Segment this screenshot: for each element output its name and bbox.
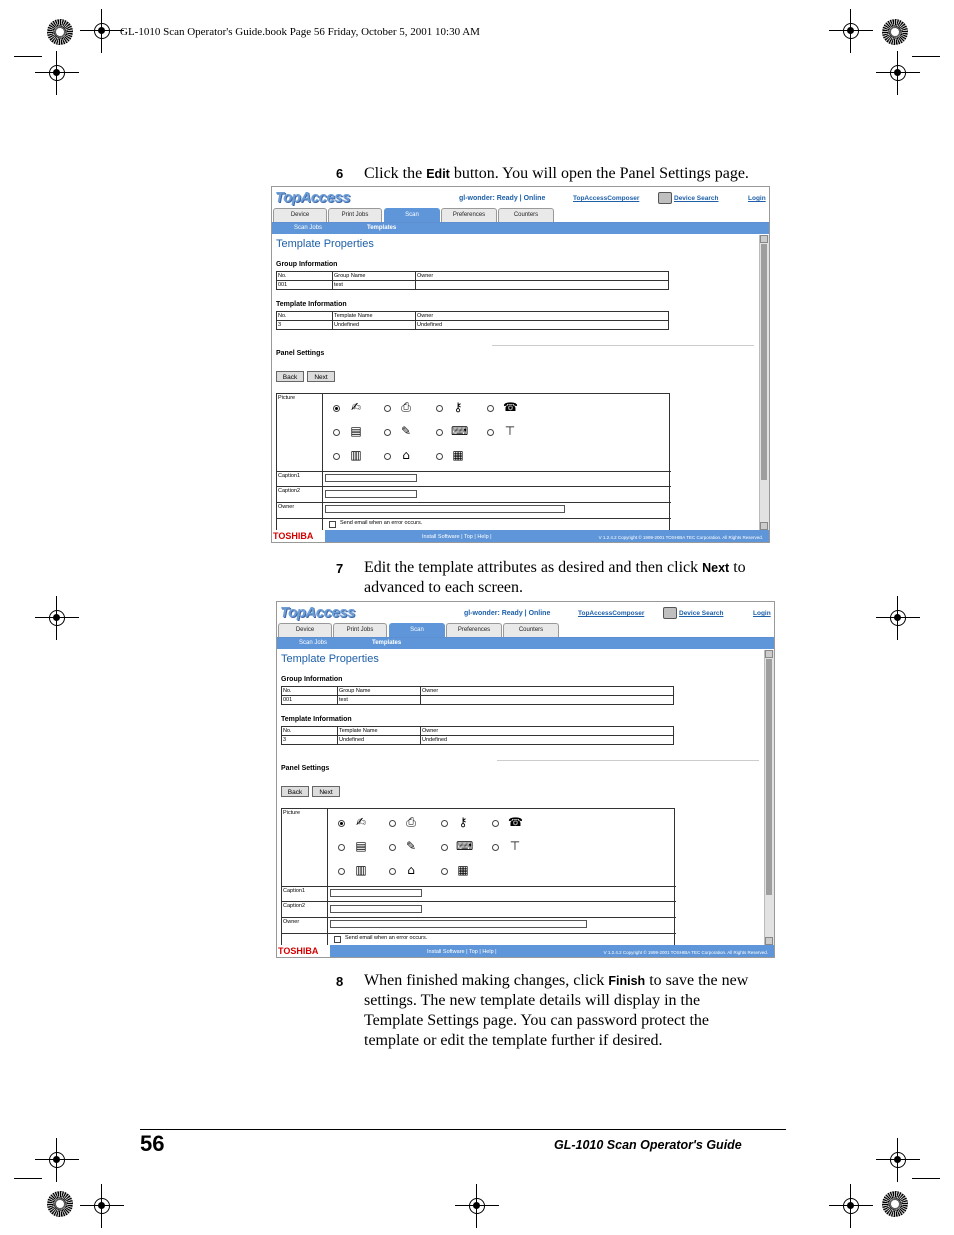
panel-settings-heading: Panel Settings <box>281 765 330 772</box>
table-cell: Group Name <box>333 272 416 281</box>
owner-input[interactable] <box>325 505 565 513</box>
picture-radio[interactable] <box>487 405 494 412</box>
picture-radio[interactable] <box>384 453 391 460</box>
footer-bar <box>277 945 774 957</box>
step-text-part: button. You will open the Panel Settings page. <box>449 165 749 182</box>
keys-icon: ⚷ <box>458 815 468 829</box>
table-cell: 001 <box>277 281 333 290</box>
scanner-icon: ✍ <box>350 400 362 414</box>
scroll-up-arrow[interactable] <box>760 235 768 243</box>
house-icon: ⌂ <box>407 863 415 877</box>
topaccess-logo: TopAccess <box>275 189 350 206</box>
crosshair-mark <box>829 9 873 53</box>
caption2-input[interactable] <box>330 905 422 913</box>
crosshair-mark <box>876 51 920 95</box>
step-text-part: When finished making changes, click <box>364 972 609 989</box>
document-icon: ▤ <box>350 424 362 438</box>
table-cell: test <box>338 696 421 705</box>
table-cell: Undefined <box>416 321 669 330</box>
topaccess-screenshot <box>271 186 770 543</box>
footer-copyright: V 1.2.4.2 Copyright © 1999-2001 TOSHIBA TEC Corporation. All Rights Reserved. <box>598 535 763 540</box>
picture-radio[interactable] <box>436 405 443 412</box>
crosshair-mark <box>829 1184 873 1228</box>
divider <box>277 486 671 487</box>
content-area <box>272 235 760 530</box>
table-cell: No. <box>282 727 338 736</box>
step-number: 7 <box>336 561 344 576</box>
send-email-checkbox[interactable] <box>329 521 336 528</box>
content-area <box>277 650 765 945</box>
device-status: gl-wonder: Ready | Online <box>464 610 551 617</box>
scroll-down-arrow[interactable] <box>765 937 773 945</box>
vertical-scrollbar[interactable] <box>764 650 774 945</box>
table-cell: Template Name <box>338 727 421 736</box>
step-text-part: template or edit the template further if desired. <box>364 1032 663 1049</box>
tab-print-jobs[interactable]: Print Jobs <box>333 623 387 637</box>
device-search-icon <box>658 192 672 204</box>
next-button[interactable]: Next <box>312 786 340 797</box>
crosshair-mark <box>35 51 79 95</box>
table-cell: 3 <box>277 321 333 330</box>
tab-counters[interactable]: Counters <box>498 208 554 222</box>
printer-icon: ⎙ <box>406 815 416 829</box>
panel-settings-table <box>281 808 675 948</box>
group-info-heading: Group Information <box>281 676 343 683</box>
table-cell: Owner <box>421 727 674 736</box>
caption1-input[interactable] <box>325 474 417 482</box>
send-email-checkbox[interactable] <box>334 936 341 943</box>
picture-label: Picture <box>278 395 296 401</box>
step-number: 8 <box>336 974 344 989</box>
trim-line <box>14 1178 42 1179</box>
subtab-scan-jobs[interactable]: Scan Jobs <box>294 225 323 231</box>
send-email-label: Send email when an error occurs. <box>340 520 423 526</box>
picture-radio[interactable] <box>492 844 499 851</box>
table-cell <box>416 281 669 290</box>
picture-radio[interactable] <box>389 820 396 827</box>
book-info-line: GL-1010 Scan Operator's Guide.book Page 56 Friday, October 5, 2001 10:30 AM <box>120 26 480 38</box>
template-info-heading: Template Information <box>276 301 347 308</box>
picture-radio[interactable] <box>389 844 396 851</box>
picture-radio[interactable] <box>441 820 448 827</box>
copier-icon: ▦ <box>457 863 469 877</box>
table-cell: test <box>333 281 416 290</box>
picture-radio[interactable] <box>492 820 499 827</box>
sub-tab-bar <box>277 638 774 649</box>
table-cell: Owner <box>416 312 669 321</box>
tab-device[interactable]: Device <box>273 208 327 222</box>
divider <box>282 917 676 918</box>
books-icon: ▥ <box>355 863 367 877</box>
picture-radio[interactable] <box>333 405 340 412</box>
guide-title: GL-1010 Scan Operator's Guide <box>554 1138 742 1152</box>
tab-preferences[interactable]: Preferences <box>441 208 497 222</box>
step-number: 6 <box>336 166 344 181</box>
divider <box>282 886 676 887</box>
topaccess-composer-link[interactable]: TopAccessComposer <box>573 195 640 202</box>
document-icon: ▤ <box>355 839 367 853</box>
toshiba-logo: TOSHIBA <box>277 945 330 957</box>
divider <box>277 518 671 519</box>
tab-scan[interactable]: Scan <box>384 208 440 222</box>
crosshair-mark <box>876 1138 920 1182</box>
device-search-link[interactable]: Device Search <box>679 610 724 617</box>
scroll-down-arrow[interactable] <box>760 522 768 530</box>
topaccess-logo: TopAccess <box>280 604 355 621</box>
crosshair-mark <box>35 596 79 640</box>
vertical-scrollbar[interactable] <box>759 235 769 530</box>
topaccess-screenshot <box>276 601 775 958</box>
tab-device[interactable]: Device <box>278 623 332 637</box>
pin-icon: ⊤ <box>504 424 516 438</box>
group-info-heading: Group Information <box>276 261 338 268</box>
tab-print-jobs[interactable]: Print Jobs <box>328 208 382 222</box>
picture-radio[interactable] <box>384 429 391 436</box>
picture-radio[interactable] <box>441 844 448 851</box>
back-button[interactable]: Back <box>276 371 304 382</box>
registration-sun-mark <box>47 19 73 45</box>
template-info-table <box>281 726 674 745</box>
printer-icon: ⎙ <box>401 400 411 414</box>
step-text-part: Template Settings page. You can password protect the <box>364 1012 710 1029</box>
device-search-link[interactable]: Device Search <box>674 195 719 202</box>
tools-icon: ✎ <box>405 839 417 853</box>
fax-icon: ☎ <box>508 815 523 829</box>
crosshair-mark <box>35 1138 79 1182</box>
footer-links[interactable]: Install Software | Top | Help | <box>427 949 497 955</box>
picture-radio[interactable] <box>441 868 448 875</box>
picture-radio[interactable] <box>384 405 391 412</box>
step-text-part: settings. The new template details will display in the <box>364 992 701 1009</box>
table-cell: No. <box>277 272 333 281</box>
crosshair-mark <box>80 1184 124 1228</box>
crosshair-mark <box>80 9 124 53</box>
panel-settings-table <box>276 393 670 533</box>
picture-radio[interactable] <box>338 868 345 875</box>
keys-icon: ⚷ <box>453 400 463 414</box>
tab-preferences[interactable]: Preferences <box>446 623 502 637</box>
footer-links[interactable]: Install Software | Top | Help | <box>422 534 492 540</box>
table-cell: Undefined <box>338 736 421 745</box>
subtab-templates[interactable]: Templates <box>367 225 397 231</box>
house-icon: ⌂ <box>402 448 410 462</box>
divider <box>282 933 676 934</box>
ui-term: Next <box>702 561 730 575</box>
picture-radio[interactable] <box>338 844 345 851</box>
divider <box>327 809 328 949</box>
toshiba-logo: TOSHIBA <box>272 530 325 542</box>
books-icon: ▥ <box>350 448 362 462</box>
divider <box>497 760 759 761</box>
step-text-part: to <box>729 559 746 576</box>
scroll-up-arrow[interactable] <box>765 650 773 658</box>
group-info-table <box>281 686 674 705</box>
step-text-part: advanced to each screen. <box>364 579 524 596</box>
picture-radio[interactable] <box>333 429 340 436</box>
tab-bar <box>277 623 774 638</box>
page-number: 56 <box>140 1131 165 1156</box>
tab-scan[interactable]: Scan <box>389 623 445 637</box>
scroll-thumb[interactable] <box>766 659 772 895</box>
divider <box>282 901 676 902</box>
template-info-table <box>276 311 669 330</box>
copier-icon: ▦ <box>452 448 464 462</box>
crosshair-mark <box>455 1184 499 1228</box>
trim-line <box>912 56 940 57</box>
table-cell: Template Name <box>333 312 416 321</box>
footer-copyright: V 1.2.4.2 Copyright © 1999-2001 TOSHIBA TEC Corporation. All Rights Reserved. <box>603 950 768 955</box>
page-title: Template Properties <box>276 238 374 250</box>
picture-radio[interactable] <box>487 429 494 436</box>
caption1-label: Caption1 <box>283 888 306 894</box>
picture-label: Picture <box>283 810 301 816</box>
divider <box>277 502 671 503</box>
scanner-icon: ✍ <box>355 815 367 829</box>
step-text-part: Click the <box>364 165 427 182</box>
footer-bar <box>272 530 769 542</box>
subtab-templates[interactable]: Templates <box>372 640 402 646</box>
picture-radio[interactable] <box>436 429 443 436</box>
page-title: Template Properties <box>281 653 379 665</box>
picture-radio[interactable] <box>333 453 340 460</box>
picture-radio[interactable] <box>389 868 396 875</box>
step-text <box>364 971 794 1051</box>
table-cell: Owner <box>421 687 674 696</box>
trim-line <box>14 56 42 57</box>
panel-settings-heading: Panel Settings <box>276 350 325 357</box>
topaccess-composer-link[interactable]: TopAccessComposer <box>578 610 645 617</box>
divider <box>492 345 754 346</box>
registration-sun-mark <box>882 1191 908 1217</box>
table-cell: Group Name <box>338 687 421 696</box>
login-link[interactable]: Login <box>748 195 766 202</box>
caption2-label: Caption2 <box>283 903 306 909</box>
caption1-label: Caption1 <box>278 473 301 479</box>
caption2-input[interactable] <box>325 490 417 498</box>
step-text-part: Edit the template attributes as desired and then click <box>364 559 703 576</box>
picture-radio[interactable] <box>436 453 443 460</box>
caption1-input[interactable] <box>330 889 422 897</box>
device-status: gl-wonder: Ready | Online <box>459 195 546 202</box>
caption2-label: Caption2 <box>278 488 301 494</box>
pin-icon: ⊤ <box>509 839 521 853</box>
step-text <box>364 558 794 598</box>
divider <box>277 471 671 472</box>
owner-input[interactable] <box>330 920 587 928</box>
table-cell: Undefined <box>421 736 674 745</box>
send-email-label: Send email when an error occurs. <box>345 935 428 941</box>
trim-line <box>912 1178 940 1179</box>
tools-icon: ✎ <box>400 424 412 438</box>
registration-sun-mark <box>47 1191 73 1217</box>
footer-rule <box>140 1129 786 1130</box>
fax-icon: ☎ <box>503 400 518 414</box>
owner-label: Owner <box>278 504 295 510</box>
table-cell <box>421 696 674 705</box>
keyboard-icon: ⌨ <box>451 424 469 438</box>
sub-tab-bar <box>272 223 769 234</box>
table-cell: No. <box>282 687 338 696</box>
table-cell: No. <box>277 312 333 321</box>
step-text <box>364 164 794 184</box>
tab-bar <box>272 208 769 223</box>
back-button[interactable]: Back <box>281 786 309 797</box>
template-info-heading: Template Information <box>281 716 352 723</box>
table-cell: 3 <box>282 736 338 745</box>
next-button[interactable]: Next <box>307 371 335 382</box>
login-link[interactable]: Login <box>753 610 771 617</box>
table-cell: Owner <box>416 272 669 281</box>
crosshair-mark <box>876 596 920 640</box>
ui-term: Finish <box>608 974 646 988</box>
group-info-table <box>276 271 669 290</box>
subtab-scan-jobs[interactable]: Scan Jobs <box>299 640 328 646</box>
table-cell: Undefined <box>333 321 416 330</box>
tab-counters[interactable]: Counters <box>503 623 559 637</box>
keyboard-icon: ⌨ <box>456 839 474 853</box>
step-text-part: to save the new <box>645 972 749 989</box>
owner-label: Owner <box>283 919 300 925</box>
picture-radio[interactable] <box>338 820 345 827</box>
registration-sun-mark <box>882 19 908 45</box>
divider <box>322 394 323 534</box>
table-cell: 001 <box>282 696 338 705</box>
ui-term: Edit <box>426 167 450 181</box>
scroll-thumb[interactable] <box>761 244 767 480</box>
device-search-icon <box>663 607 677 619</box>
